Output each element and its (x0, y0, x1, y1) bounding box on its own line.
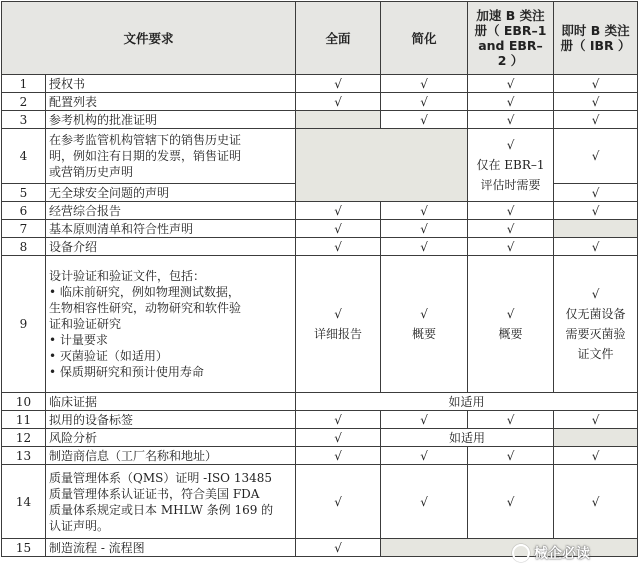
empty-cell (296, 129, 468, 202)
watermark-text: 械企必读 (534, 546, 590, 562)
check-mark: √ (381, 111, 468, 129)
table-row (2, 111, 638, 129)
check-mark: √ (381, 75, 468, 93)
check-mark: √ (296, 75, 381, 93)
check-mark: √ (296, 93, 381, 111)
check-mark: √ (468, 75, 554, 93)
requirement-text: 设备介绍 (46, 238, 296, 256)
table-row (2, 447, 638, 465)
table-row (2, 393, 638, 411)
row-number: 12 (2, 429, 46, 447)
check-mark: √ (506, 138, 515, 152)
row-number: 14 (2, 465, 46, 539)
ebr1-only-note (468, 129, 554, 202)
note-line: 概要 (498, 327, 523, 341)
check-mark: √ (468, 411, 554, 429)
note-line: 证文件 (577, 347, 614, 361)
table-row (2, 256, 638, 393)
requirement-line: 明，例如注有日期的发票，销售证明 (49, 149, 242, 163)
check-mark: √ (296, 202, 381, 220)
empty-cell (554, 220, 638, 238)
header-ibr (554, 2, 638, 75)
check-mark: √ (381, 411, 468, 429)
row-number: 15 (2, 539, 46, 557)
check-mark: √ (554, 411, 638, 429)
empty-cell (554, 429, 638, 447)
table-row (2, 93, 638, 111)
check-mark: √ (554, 447, 638, 465)
requirement-line: 认证声明。 (49, 518, 110, 533)
row-number: 9 (2, 256, 46, 393)
summary-cell (468, 256, 554, 393)
check-mark: √ (296, 539, 381, 557)
row-number: 8 (2, 238, 46, 256)
requirement-line: • 计量要求 (49, 333, 108, 347)
requirement-text: 制造流程 - 流程图 (46, 539, 296, 557)
header-ibr-line: 册（ IBR ） (560, 38, 631, 53)
check-mark: √ (296, 220, 381, 238)
check-mark: √ (591, 287, 600, 301)
table-row (2, 202, 638, 220)
requirement-text: 基本原则清单和符合性声明 (46, 220, 296, 238)
row-number: 3 (2, 111, 46, 129)
header-full: 全面 (296, 2, 381, 75)
header-ebr-line: 2 ） (497, 53, 524, 68)
check-mark: √ (468, 447, 554, 465)
watermark (512, 541, 634, 565)
check-mark: √ (296, 429, 381, 447)
row-number: 5 (2, 184, 46, 202)
row-number: 6 (2, 202, 46, 220)
header-row (2, 2, 638, 75)
check-mark: √ (554, 238, 638, 256)
sterile-only-cell (554, 256, 638, 393)
check-mark: √ (554, 111, 638, 129)
check-mark: √ (420, 307, 428, 321)
check-mark: √ (468, 465, 554, 539)
row-number: 1 (2, 75, 46, 93)
requirement-text: 临床证据 (46, 393, 296, 411)
requirement-text (46, 129, 296, 184)
note-line: 概要 (412, 327, 437, 341)
check-mark: √ (381, 238, 468, 256)
check-mark: √ (381, 465, 468, 539)
check-mark: √ (554, 75, 638, 93)
check-mark: √ (296, 465, 381, 539)
requirement-line: 质量体系规定或日本 MHLW 条例 169 的 (49, 502, 274, 517)
header-ebr-line: and EBR– (478, 38, 543, 53)
requirement-text (46, 465, 296, 539)
check-mark: √ (468, 220, 554, 238)
requirement-line: • 临床前研究，例如物理测试数据， (49, 285, 240, 299)
header-simplified: 简化 (381, 2, 468, 75)
detailed-report-cell (296, 256, 381, 393)
row-number: 10 (2, 393, 46, 411)
requirement-text: 授权书 (46, 75, 296, 93)
header-ebr (468, 2, 554, 75)
if-applicable-cell: 如适用 (296, 393, 638, 411)
wechat-logo-icon (512, 544, 530, 562)
row-number: 2 (2, 93, 46, 111)
check-mark: √ (381, 220, 468, 238)
row-number: 13 (2, 447, 46, 465)
document-table-wrapper (1, 1, 638, 557)
check-mark: √ (381, 447, 468, 465)
requirement-text: 拟用的设备标签 (46, 411, 296, 429)
header-ibr-line: 即时 B 类注 (561, 23, 630, 38)
empty-cell (296, 111, 381, 129)
header-ebr-line: 册（ EBR–1 (474, 23, 547, 38)
table-row (2, 238, 638, 256)
requirement-text: 无全球安全问题的声明 (46, 184, 296, 202)
requirement-text (46, 256, 296, 393)
check-mark: √ (554, 465, 638, 539)
check-mark: √ (296, 238, 381, 256)
requirement-line: 设计验证和验证文件，包括： (49, 269, 206, 283)
row-number: 4 (2, 129, 46, 184)
table-row (2, 75, 638, 93)
summary-cell (381, 256, 468, 393)
header-doc-requirement: 文件要求 (2, 2, 296, 75)
row-number: 11 (2, 411, 46, 429)
note-line: 仅无菌设备 (565, 307, 626, 321)
check-mark: √ (468, 202, 554, 220)
note-line: 详细报告 (314, 327, 363, 341)
if-applicable-cell: 如适用 (381, 429, 554, 447)
requirement-line: • 保质期研究和预计使用寿命 (49, 365, 204, 379)
note-line: 仅在 EBR–1 (476, 158, 545, 172)
row-number: 7 (2, 220, 46, 238)
check-mark: √ (554, 202, 638, 220)
check-mark: √ (468, 93, 554, 111)
check-mark: √ (381, 93, 468, 111)
requirement-line: • 灭菌验证（如适用） (49, 349, 168, 363)
check-mark: √ (381, 202, 468, 220)
requirements-table (1, 1, 638, 557)
requirement-line: 证和验证研究 (49, 317, 122, 331)
check-mark: √ (554, 129, 638, 184)
table-row (2, 465, 638, 539)
requirement-text: 风险分析 (46, 429, 296, 447)
check-mark: √ (334, 307, 342, 321)
check-mark: √ (506, 307, 515, 321)
check-mark: √ (554, 93, 638, 111)
note-line: 需要灭菌验 (565, 327, 626, 341)
table-row (2, 429, 638, 447)
table-row (2, 129, 638, 184)
table-row (2, 411, 638, 429)
requirement-text: 制造商信息（工厂名称和地址） (46, 447, 296, 465)
check-mark: √ (554, 184, 638, 202)
requirement-text: 参考机构的批准证明 (46, 111, 296, 129)
requirement-line: 质量管理体系（QMS）证明 -ISO 13485 (49, 470, 273, 485)
requirement-line: 在参考监管机构管辖下的销售历史证 (49, 133, 242, 147)
requirement-text: 配置列表 (46, 93, 296, 111)
requirement-text: 经营综合报告 (46, 202, 296, 220)
note-line: 评估时需要 (480, 178, 541, 192)
header-ebr-line: 加速 B 类注 (476, 8, 545, 23)
check-mark: √ (296, 411, 381, 429)
check-mark: √ (296, 447, 381, 465)
requirement-line: 质量管理体系认证证书，符合美国 FDA (49, 486, 260, 501)
requirement-line: 或营销历史声明 (49, 165, 134, 179)
check-mark: √ (468, 238, 554, 256)
requirement-line: 生物相容性研究，动物研究和软件验 (49, 301, 242, 315)
table-row (2, 220, 638, 238)
check-mark: √ (468, 111, 554, 129)
